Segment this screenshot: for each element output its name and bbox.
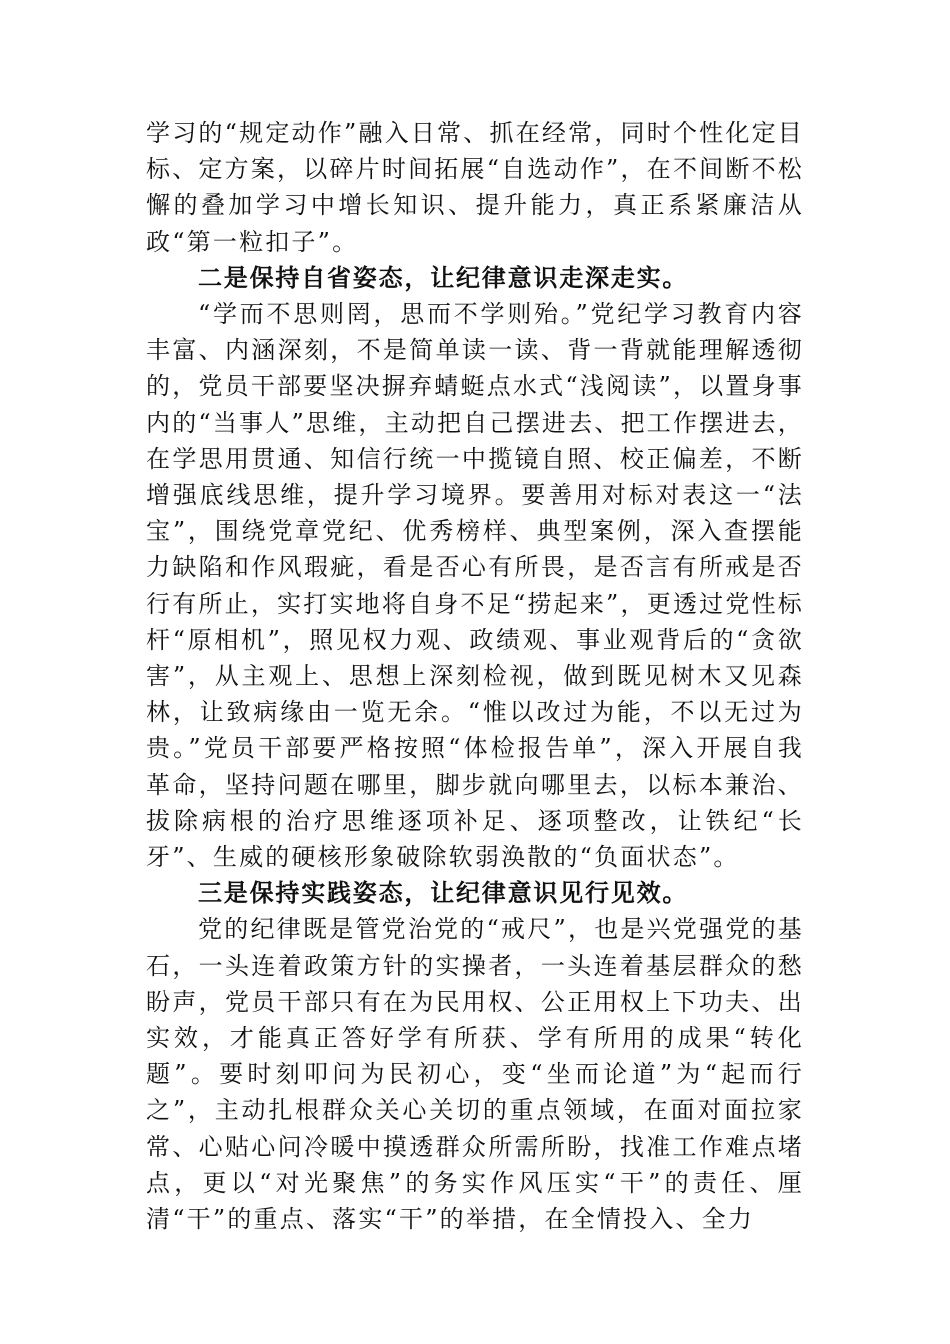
document-body: [146, 115, 804, 1237]
section-heading-3: 三是保持实践姿态，让纪律意识见行见效。: [198, 879, 689, 908]
paragraph-continuation: 学习的“规定动作”融入日常、抓在经常，同时个性化定目标、定方案，以碎片时间拓展“自选动作”，在不间断不松懈的叠加学习中增长知识、提升能力，真正系紧廉洁从政“第一粒扣子”。: [146, 119, 804, 256]
paragraph-practice: 党的纪律既是管党治党的“戒尺”，也是兴党强党的基石，一头连着政策方针的实操者，一头连着基层群众的愁盼声，党员干部只有在为民用权、公正用权上下功夫、出实效，才能真正答好学有所获、学有所用的成果“转化题”。要时刻叩问为民初心，变“坐而论道”为“起而行之”，主动扎根群众关心关切的重点领域，在面对面拉家常、心贴心问冷暖中摸透群众所需所盼，找准工作难点堵点，更以“对光聚焦”的务实作风压实“干”的责任、厘清“干”的重点、落实“干”的举措，在全情投入、全力: [146, 915, 804, 1234]
paragraph-self-reflection: “学而不思则罔，思而不学则殆。”党纪学习教育内容丰富、内涵深刻，不是简单读一读、背一背就能理解透彻的，党员干部要坚决摒弃蜻蜓点水式“浅阅读”，以置身事内的“当事人”思维，主动把自己摆进去、把工作摆进去，在学思用贯通、知信行统一中揽镜自照、校正偏差，不断增强底线思维，提升学习境界。要善用对标对表这一“法宝”，围绕党章党纪、优秀榜样、典型案例，深入查摆能力缺陷和作风瑕疵，看是否心有所畏，是否言有所戒是否行有所止，实打实地将自身不足“捞起来”，更透过党性标杆“原相机”，照见权力观、政绩观、事业观背后的“贪欲害”，从主观上、思想上深刻检视，做到既见树木又见森林，让致病缘由一览无余。“惟以改过为能，不以无过为贵。”党员干部要严格按照“体检报告单”，深入开展自我革命，坚持问题在哪里，脚步就向哪里去，以标本兼治、拔除病根的治疗思维逐项补足、逐项整改，让铁纪“长牙”、生威的硬核形象破除软弱涣散的“负面状态”。: [146, 300, 804, 872]
section-heading-2: 二是保持自省姿态，让纪律意识走深走实。: [198, 263, 689, 292]
